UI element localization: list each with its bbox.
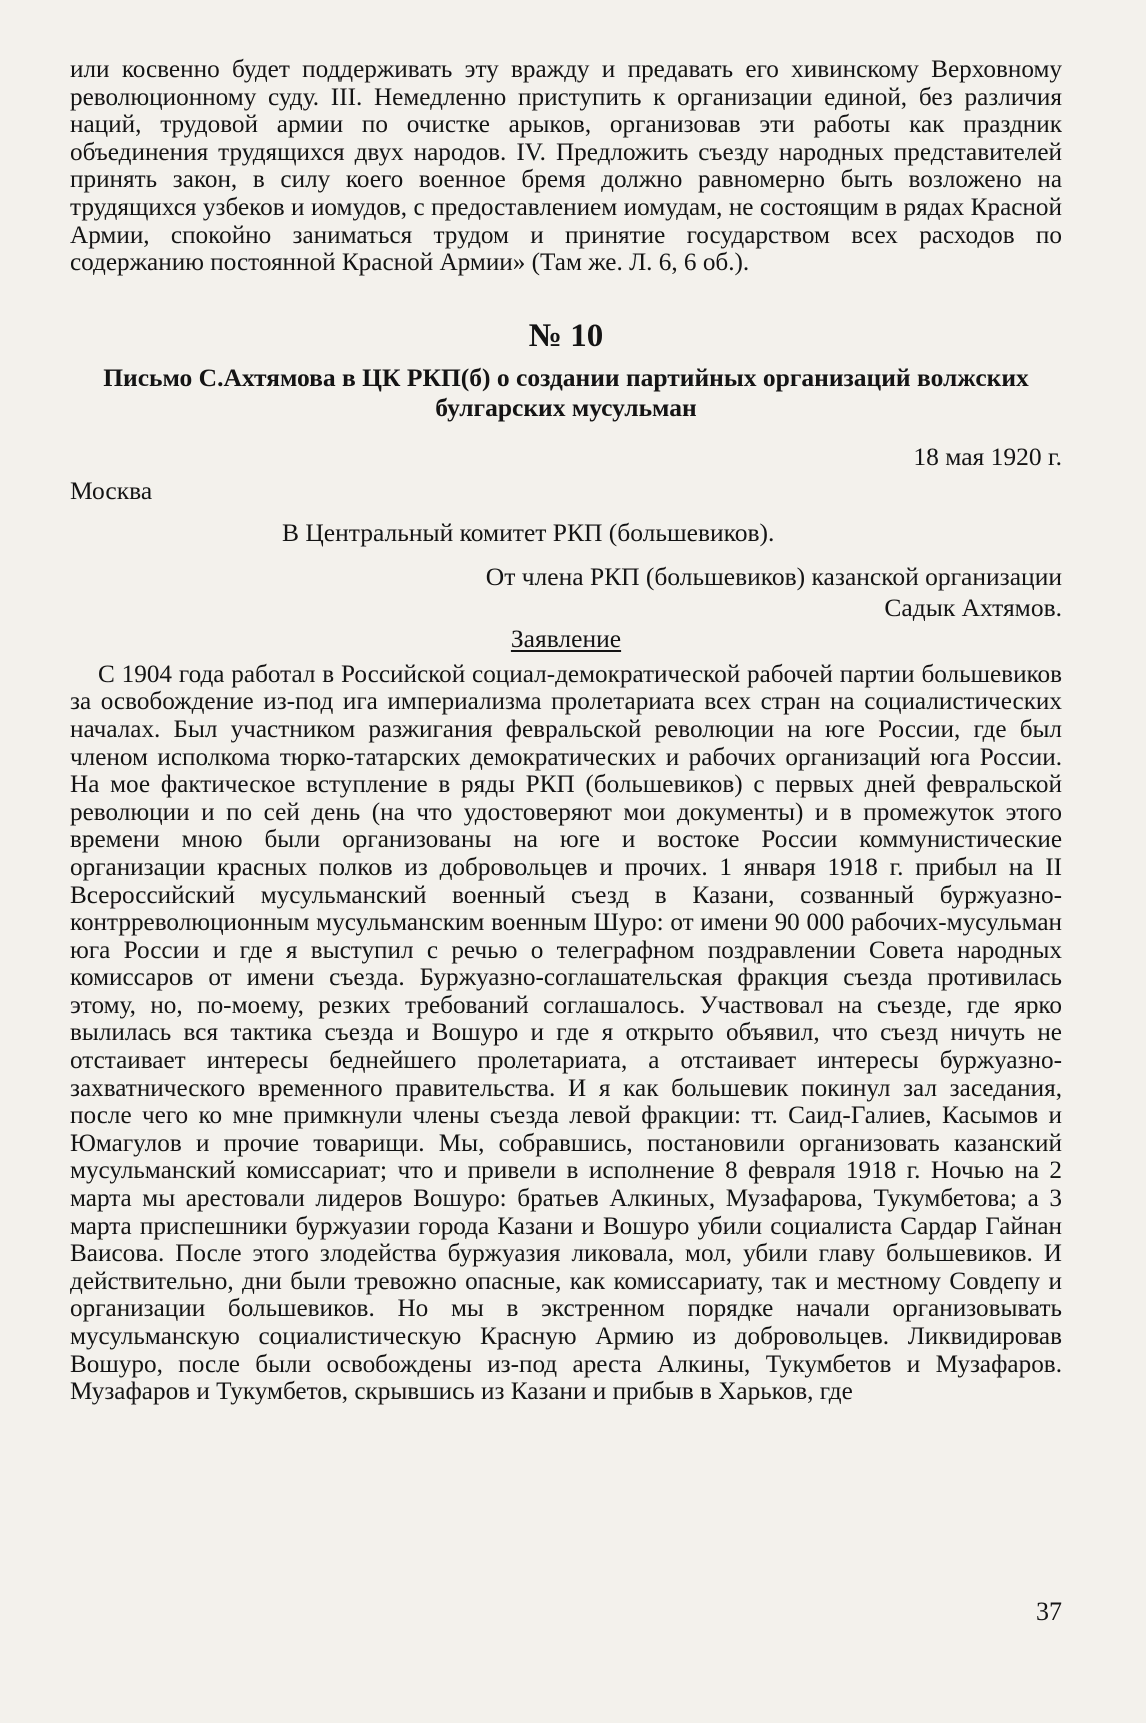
page-number: 37: [1036, 1597, 1062, 1626]
document-date: 18 мая 1920 г.: [913, 441, 1062, 471]
continuation-paragraph: или косвенно будет поддерживать эту вражду и предавать его хивинскому Верховному революционному суду. III. Немедленно приступить к организации единой, без различия наций, трудовой армии по очистке арыков, организовав эти работы как праздник объединения трудящихся двух народов. IV. Предложить съезду народных представителей принять закон, в силу коего военное бремя должно равномерно быть возложено на трудящихся узбеков и иомудов, с предоставлением иомудам, не состоящим в рядах Красной Армии, спокойно заниматься трудом и принятие государством всех расходов по содержанию постоянной Красной Армии» (Там же. Л. 6, 6 об.).: [70, 56, 1062, 277]
statement-heading-text: Заявление: [510, 623, 622, 653]
sender-line-1: От члена РКП (большевиков) казанской организации: [485, 561, 1062, 591]
statement-heading: [70, 625, 1062, 653]
document-number: № 10: [528, 317, 604, 354]
statement-body: С 1904 года работал в Российской социал-демократической рабочей партии большевиков за освобождение из-под ига империализма пролетариата всех стран на социалистических началах. Был участником разжигания февральской революции на юге России, где был членом исполкома тюрко-татарских демократических и рабочих организаций юга России. На мое фактическое вступление в ряды РКП (большевиков) с первых дней февральской революции и по сей день (на что удостоверяют мои документы) и в промежуток этого времени мною были организованы на юге и востоке России коммунистические организации красных полков из добровольцев и прочих. 1 января 1918 г. прибыл на II Всероссийский мусульманский военный съезд в Казани, созванный буржуазно-контрреволюционным мусульманским военным Шуро: от имени 90 000 рабочих-мусульман юга России и где я выступил с речью о телеграфном поздравлении Совета народных комиссаров от имени съезда. Буржуазно-соглашательская фракция съезда противилась этому, но, по-моему, резких требований соглашалось. Участвовал на съезде, где ярко вылилась вся тактика съезда и Вошуро и где я открыто объявил, что съезд ничуть не отстаивает интересы беднейшего пролетариата, а отстаивает интересы буржуазно-захватнического временного правительства. И я как большевик покинул зал заседания, после чего ко мне примкнули члены съезда левой фракции: тт. Саид-Галиев, Касымов и Юмагулов и прочие товарищи. Мы, собравшись, постановили организовать казанский мусульманский комиссариат; что и привели в исполнение 8 февраля 1918 г. Ночью на 2 марта мы арестовали лидеров Вошуро: братьев Алкиных, Музафарова, Тукумбетова; а 3 марта приспешники буржуазии города Казани и Вошуро убили социалиста Сардар Гайнан Ваисова. После этого злодейства буржуазия ликовала, мол, убили главу большевиков. И действительно, дни были тревожно опасные, как комиссариату, так и местному Совдепу и организации большевиков. Но мы в экстренном порядке начали организовывать мусульманскую социалистическую Красную Армию из добровольцев. Ликвидировав Вошуро, после были освобождены из-под ареста Алкины, Тукумбетов и Музафаров. Музафаров и Тукумбетов, скрывшись из Казани и прибыв в Харьков, где: [70, 660, 1062, 1406]
sender-line-2: Садык Ахтямов.: [884, 592, 1062, 622]
addressee-line: В Центральный комитет РКП (большевиков).: [282, 517, 775, 547]
document-place: Москва: [70, 475, 153, 505]
sender-block: [70, 561, 1062, 623]
document-title: Письмо С.Ахтямова в ЦК РКП(б) о создании партийных организаций волжских булгарских мусульман: [103, 362, 1029, 422]
